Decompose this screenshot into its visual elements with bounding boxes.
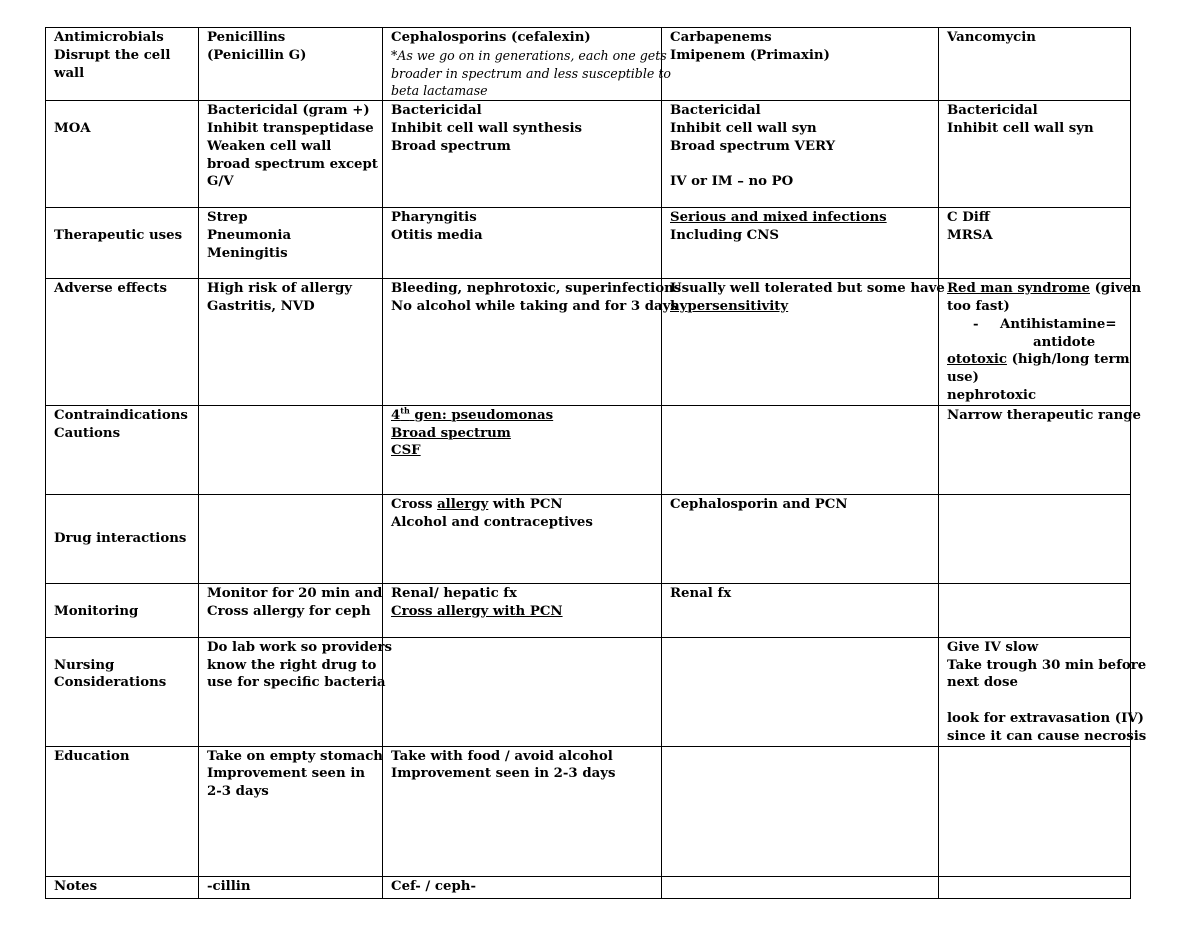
cell-line: Broad spectrum [391, 138, 511, 154]
cell-line: Considerations [54, 675, 167, 691]
cell-education-cephalosporins [383, 746, 662, 876]
row-label-adverse [46, 279, 199, 406]
cell-interactions-penicillins [199, 494, 383, 583]
cell-notes-vancomycin [939, 876, 1131, 898]
cell-sup: th [400, 405, 410, 416]
cell-line: Pneumonia [207, 227, 292, 243]
cell-line: Gastritis, NVD [207, 298, 315, 314]
cell-line: High risk of allergy [207, 281, 353, 297]
cell-monitoring-vancomycin [939, 583, 1131, 637]
cell-contra-cephalosporins [383, 405, 662, 494]
cell-line: Usually well tolerated but some have [670, 281, 945, 297]
cell-line: Cephalosporin and PCN [670, 496, 848, 512]
cell-line: use for specific bacteria [207, 675, 386, 691]
cell-interactions-carbapenems [662, 494, 939, 583]
cell-line: Renal fx [670, 585, 732, 601]
bullet-dash: - [973, 316, 979, 332]
cell-line: nephrotoxic [947, 387, 1037, 403]
cell-line: Cross allergy for ceph [207, 603, 371, 619]
table-row-header [46, 28, 1131, 101]
table-row-monitoring [46, 583, 1131, 637]
table-row-nursing [46, 637, 1131, 746]
row-label-moa [46, 101, 199, 208]
cell-line: -cillin [207, 878, 251, 894]
cell-adverse-carbapenems [662, 279, 945, 406]
cell-line: Renal/ hepatic fx [391, 585, 517, 601]
cell-line: broad spectrum except [207, 156, 378, 172]
cell-therapeutic-carbapenems [662, 208, 939, 279]
cell-line: Bleeding, nephrotoxic, superinfections [391, 281, 682, 297]
cell-line: MOA [54, 120, 91, 136]
cell-line: Penicillins [207, 30, 286, 45]
table-row-adverse [46, 279, 1131, 406]
cell-line: Serious and mixed infections [670, 210, 887, 226]
cell-moa-penicillins [199, 101, 383, 208]
cell-line: Do lab work so providers [207, 639, 392, 655]
cell-therapeutic-cephalosporins [383, 208, 662, 279]
header-penicillins [199, 28, 383, 101]
cell-moa-cephalosporins [383, 101, 662, 208]
row-label-notes [46, 876, 199, 898]
cell-line: Bactericidal [391, 103, 482, 119]
table-row-moa [46, 101, 1131, 208]
cell-education-vancomycin [939, 746, 1131, 876]
cell-moa-carbapenems [662, 101, 939, 208]
cell-line: too fast) [947, 298, 1010, 314]
cell-line: Antimicrobials [54, 30, 164, 45]
cell-education-carbapenems [662, 746, 939, 876]
cell-line: Narrow therapeutic range [947, 407, 1142, 423]
cell-therapeutic-vancomycin [939, 208, 1131, 279]
cell-line: 2-3 days [207, 784, 269, 800]
cell-line: Take on empty stomach [207, 748, 383, 764]
cell-line: Cross allergy with PCN [391, 603, 563, 619]
cell-line: antidote [1033, 334, 1096, 350]
cell-line: Bactericidal (gram +) [207, 103, 370, 119]
cell-line: Cef- / ceph- [391, 878, 476, 894]
cell-line: Cautions [54, 425, 121, 441]
header-cephalosporins [383, 28, 671, 101]
cell-line: look for extravasation (IV) [947, 710, 1144, 726]
cell-line: G/V [207, 174, 234, 190]
cell-line: Contraindications [54, 407, 188, 423]
cell-monitoring-cephalosporins [383, 583, 662, 637]
cell-text: allergy [437, 496, 489, 512]
cell-adverse-vancomycin [939, 279, 1142, 406]
cell-text: Antihistamine= [1000, 316, 1117, 332]
cell-note-line: beta lactamase [391, 83, 488, 99]
cell-line: Inhibit cell wall syn [670, 120, 817, 136]
cell-line: No alcohol while taking and for 3 days [391, 298, 678, 314]
cell-line: IV or IM – no PO [670, 174, 794, 190]
cell-line: Including CNS [670, 227, 779, 243]
cell-nursing-cephalosporins [383, 637, 662, 746]
cell-text: with PCN [488, 496, 563, 512]
cell-text: Cross [391, 496, 438, 512]
cell-line: Broad spectrum VERY [670, 138, 836, 154]
cell-notes-carbapenems [662, 876, 939, 898]
cell-nursing-vancomycin [939, 637, 1147, 746]
cell-line: Inhibit cell wall synthesis [391, 120, 582, 136]
cell-line: Take trough 30 min before [947, 657, 1147, 673]
cell-text: ototoxic [947, 352, 1007, 368]
cell-contra-penicillins [199, 405, 383, 494]
cell-line: Monitor for 20 min and [207, 585, 383, 601]
table-row-education [46, 746, 1131, 876]
cell-line: Carbapenems [670, 30, 772, 45]
cell-line: Therapeutic uses [54, 227, 183, 243]
cell-line: Disrupt the cell [54, 47, 171, 63]
cell-line: since it can cause necrosis [947, 728, 1147, 744]
cell-interactions-vancomycin [939, 494, 1131, 583]
cell-notes-penicillins [199, 876, 383, 898]
row-label-interactions [46, 494, 199, 583]
cell-line: Bactericidal [947, 103, 1038, 119]
cell-line: Imipenem (Primaxin) [670, 47, 830, 63]
cell-monitoring-penicillins [199, 583, 383, 637]
cell-line: Notes [54, 878, 98, 894]
cell-adverse-cephalosporins [383, 279, 682, 406]
drug-comparison-table [45, 27, 1147, 899]
row-label-nursing [46, 637, 199, 746]
cell-line: Meningitis [207, 245, 288, 261]
cell-adverse-penicillins [199, 279, 383, 406]
cell-line: next dose [947, 675, 1018, 691]
cell-text: (given [1090, 281, 1142, 297]
cell-notes-cephalosporins [383, 876, 662, 898]
cell-line: Vancomycin [947, 30, 1036, 45]
table-row-notes [46, 876, 1131, 898]
cell-line: Drug interactions [54, 531, 187, 547]
cell-line: Give IV slow [947, 639, 1039, 655]
cell-contra-vancomycin [939, 405, 1142, 494]
cell-line: know the right drug to [207, 657, 377, 673]
cell-line: Nursing [54, 657, 115, 673]
cell-line: Cephalosporins (cefalexin) [391, 30, 591, 45]
cell-note-line: broader in spectrum and less susceptible to [391, 65, 671, 81]
cell-monitoring-carbapenems [662, 583, 939, 637]
header-antimicrobials [46, 28, 199, 101]
row-label-therapeutic [46, 208, 199, 279]
cell-contra-carbapenems [662, 405, 939, 494]
cell-text: 4 [391, 407, 401, 423]
cell-line: Inhibit cell wall syn [947, 120, 1094, 136]
cell-line: CSF [391, 443, 421, 459]
table-row-contraindications [46, 405, 1131, 494]
cell-line: Weaken cell wall [207, 138, 332, 154]
cell-nursing-carbapenems [662, 637, 939, 746]
cell-line: Monitoring [54, 603, 139, 619]
cell-nursing-penicillins [199, 637, 392, 746]
cell-line: Adverse effects [54, 281, 167, 297]
cell-line: Bactericidal [670, 103, 761, 119]
cell-text: (high/long term [1006, 352, 1130, 368]
cell-line: Education [54, 748, 130, 764]
cell-note-line: *As we go on in generations, each one gets [391, 47, 667, 63]
cell-interactions-cephalosporins [383, 494, 662, 583]
cell-line: wall [54, 65, 85, 81]
cell-text: Red man syndrome [947, 281, 1090, 297]
header-carbapenems [662, 28, 939, 101]
cell-line: hypersensitivity [670, 298, 789, 314]
header-vancomycin [939, 28, 1131, 101]
cell-line: Improvement seen in [207, 766, 366, 782]
cell-line: MRSA [947, 227, 993, 243]
table-row-therapeutic [46, 208, 1131, 279]
cell-line: Otitis media [391, 227, 483, 243]
row-label-contraindications [46, 405, 199, 494]
table-row-interactions [46, 494, 1131, 583]
cell-line: Alcohol and contraceptives [391, 514, 593, 530]
cell-text: gen: pseudomonas [409, 407, 554, 423]
cell-line: Pharyngitis [391, 210, 477, 226]
cell-line: use) [947, 370, 979, 386]
cell-line: Inhibit transpeptidase [207, 120, 374, 136]
cell-line: Improvement seen in 2-3 days [391, 766, 616, 782]
cell-moa-vancomycin [939, 101, 1131, 208]
cell-line: Broad spectrum [391, 425, 511, 441]
cell-line: Strep [207, 210, 248, 226]
row-label-education [46, 746, 199, 876]
cell-education-penicillins [199, 746, 383, 876]
cell-line: (Penicillin G) [207, 47, 307, 63]
cell-line: Take with food / avoid alcohol [391, 748, 613, 764]
cell-therapeutic-penicillins [199, 208, 383, 279]
row-label-monitoring [46, 583, 199, 637]
cell-line: C Diff [947, 210, 990, 226]
